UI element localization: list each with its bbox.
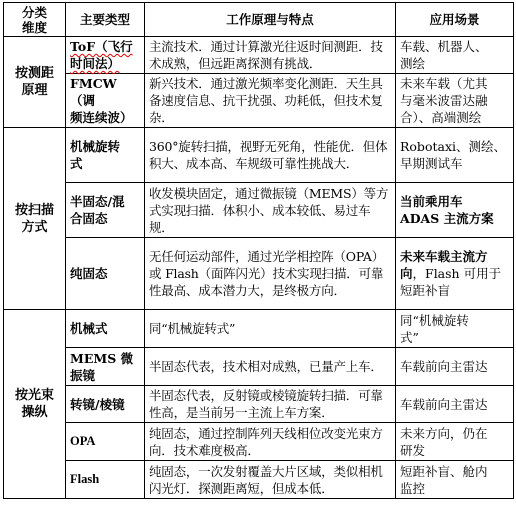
table-row [4, 461, 514, 499]
desc-fmcw: 新兴技术．通过激光频率变化测距．天生具备速度信息、抗干扰强、功耗低，但技术复杂． [145, 74, 396, 128]
table-row [4, 238, 514, 310]
scene-mems: 车载前向主雷达 [396, 348, 514, 386]
type-mechanical-rotating: 机械旋转 式 [66, 128, 145, 183]
scene-rotating-mirror: 车载前向主雷达 [396, 386, 514, 423]
desc-mechanical: 同“机械旋转式” [145, 310, 396, 348]
lidar-classification-table-container [3, 2, 514, 499]
type-semi-solid: 半固态/混 合固态 [66, 183, 145, 238]
desc-opa: 纯固态，通过控制阵列天线相位改变光束方向．技术难度极高． [145, 423, 396, 461]
table-row [4, 348, 514, 386]
table-row [4, 74, 514, 128]
desc-rotating-mirror: 半固态代表，反射镜或棱镜旋转扫描．可靠性高，是当前另一主流上车方案． [145, 386, 396, 423]
header-type: 主要类型 [66, 3, 145, 37]
type-mems: MEMS 微 振镜 [66, 348, 145, 386]
desc-semi-solid: 收发模块固定，通过微振镜（MEMS）等方式实现扫描．体积小、成本较低、易过车规． [145, 183, 396, 238]
category-scanning-method: 按扫描 方式 [4, 128, 66, 310]
table-row [4, 386, 514, 423]
scene-mechanical-rotating: Robotaxi、测绘、 早期测试车 [396, 128, 514, 183]
desc-mechanical-rotating: 360°旋转扫描，视野无死角，性能优．但体积大、成本高、车规级可靠性挑战大． [145, 128, 396, 183]
scene-tof: 车载、机器人、 测绘 [396, 37, 514, 74]
type-mechanical: 机械式 [66, 310, 145, 348]
table-row [4, 310, 514, 348]
category-beam-steering: 按光束 操纵 [4, 310, 66, 499]
type-fmcw: FMCW（调 频连续波） [66, 74, 145, 128]
table-row [4, 128, 514, 183]
scene-pure-solid-highlight: 未来车载主流方 向 [400, 249, 488, 281]
scene-flash: 短距补盲、舱内 监控 [396, 461, 514, 499]
type-flash: Flash [66, 461, 145, 499]
type-tof-label: ToF（飞行 时间法） [70, 39, 133, 71]
scene-opa: 未来方向，仍在 研发 [396, 423, 514, 461]
table-row [4, 183, 514, 238]
desc-pure-solid: 无任何运动部件，通过光学相控阵（OPA）或 Flash（面阵闪光）技术实现扫描．可靠性最高、成本潜力大，是终极方向． [145, 238, 396, 310]
table-row [4, 37, 514, 74]
header-row [4, 3, 514, 37]
category-ranging-principle: 按测距 原理 [4, 37, 66, 128]
type-opa: OPA [66, 423, 145, 461]
header-category: 分类 维度 [4, 3, 66, 37]
header-principle: 工作原理与特点 [145, 3, 396, 37]
type-tof [66, 37, 145, 74]
scene-pure-solid-rest: ，Flash 可用于 短距补盲 [400, 266, 502, 298]
desc-flash: 纯固态，一次发射覆盖大片区域，类似相机闪光灯．探测距离短，但成本低． [145, 461, 396, 499]
scene-semi-solid: 当前乘用车 ADAS 主流方案 [396, 183, 514, 238]
lidar-classification-table [3, 2, 514, 499]
scene-pure-solid [396, 238, 514, 310]
desc-mems: 半固态代表，技术相对成熟，已量产上车． [145, 348, 396, 386]
table-row [4, 423, 514, 461]
scene-mechanical: 同“机械旋转 式” [396, 310, 514, 348]
scene-fmcw: 未来车载（尤其 与毫米波雷达融 合）、高端测绘 [396, 74, 514, 128]
desc-tof: 主流技术．通过计算激光往返时间测距．技术成熟，但远距离探测有挑战． [145, 37, 396, 74]
type-rotating-mirror: 转镜/棱镜 [66, 386, 145, 423]
header-application: 应用场景 [396, 3, 514, 37]
type-pure-solid: 纯固态 [66, 238, 145, 310]
